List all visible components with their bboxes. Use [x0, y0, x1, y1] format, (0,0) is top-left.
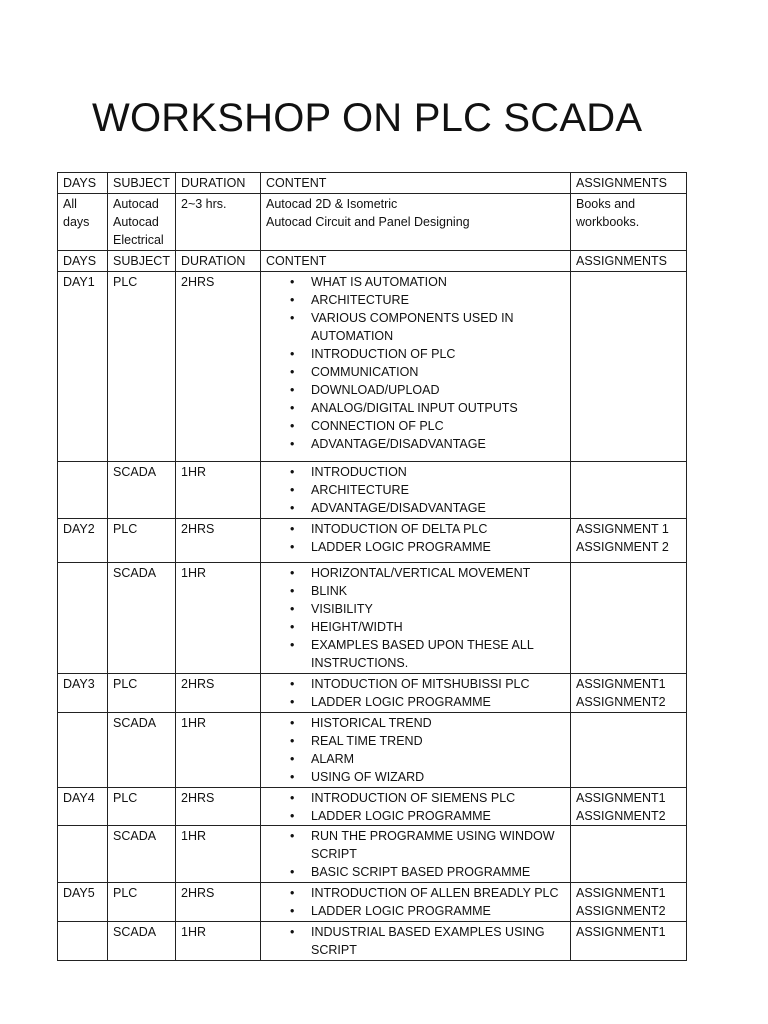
subject-cell: PLC [108, 883, 176, 922]
content-cell [261, 922, 571, 961]
assignment-line: ASSIGNMENT 1 [576, 522, 669, 536]
topic-item: • HEIGHT/WIDTH [266, 618, 565, 636]
all-days-row [58, 194, 687, 251]
topic-list [266, 923, 565, 959]
topic-item: • BLINK [266, 582, 565, 600]
header-days: DAYS [58, 251, 108, 272]
duration-cell: 1HR [176, 563, 261, 674]
page-title: WORKSHOP ON PLC SCADA [92, 96, 643, 140]
topic-item: • HORIZONTAL/VERTICAL MOVEMENT [266, 564, 565, 582]
schedule-row [58, 462, 687, 519]
day-cell: DAY1 [58, 272, 108, 462]
all-days-subject-line: Autocad [113, 197, 159, 211]
assignment-line: ASSIGNMENT1 [576, 925, 666, 939]
content-cell [261, 713, 571, 788]
subject-cell: PLC [108, 788, 176, 826]
assignments-cell [571, 922, 687, 961]
topic-item: • COMMUNICATION [266, 363, 565, 381]
assignments-cell [571, 826, 687, 883]
duration-cell: 2HRS [176, 674, 261, 713]
topic-item: • REAL TIME TREND [266, 732, 565, 750]
duration-cell: 1HR [176, 922, 261, 961]
topic-item: • HISTORICAL TREND [266, 714, 565, 732]
day-cell [58, 713, 108, 788]
topic-item: • INTODUCTION OF DELTA PLC [266, 520, 565, 538]
assignment-line: ASSIGNMENT1 [576, 886, 666, 900]
topic-item: • INTRODUCTION OF SIEMENS PLC [266, 789, 565, 807]
topic-item: • INTRODUCTION OF ALLEN BREADLY PLC [266, 884, 565, 902]
topic-item: • INDUSTRIAL BASED EXAMPLES USING SCRIPT [266, 923, 565, 959]
topic-item: • INTRODUCTION OF PLC [266, 345, 565, 363]
header-subject: SUBJECT [108, 173, 176, 194]
topic-item: • ALARM [266, 750, 565, 768]
duration-cell: 2HRS [176, 788, 261, 826]
all-days-label-line: All [63, 197, 77, 211]
all-days-content [261, 194, 571, 251]
content-cell [261, 788, 571, 826]
all-days-content-line: Autocad Circuit and Panel Designing [266, 215, 470, 229]
topic-item: • LADDER LOGIC PROGRAMME [266, 902, 565, 920]
subject-cell: PLC [108, 519, 176, 563]
schedule-row [58, 922, 687, 961]
topic-item: • ARCHITECTURE [266, 291, 565, 309]
assignments-cell [571, 713, 687, 788]
topic-item: • INTRODUCTION [266, 463, 565, 481]
subject-cell: SCADA [108, 563, 176, 674]
topic-item: • WHAT IS AUTOMATION [266, 273, 565, 291]
assignment-line: ASSIGNMENT2 [576, 695, 666, 709]
assignments-cell [571, 674, 687, 713]
content-cell [261, 674, 571, 713]
subject-cell: PLC [108, 272, 176, 462]
day-cell: DAY3 [58, 674, 108, 713]
day-cell: DAY2 [58, 519, 108, 563]
content-cell [261, 462, 571, 519]
topic-item: • LADDER LOGIC PROGRAMME [266, 807, 565, 825]
topic-list [266, 827, 565, 881]
duration-cell: 2HRS [176, 272, 261, 462]
subject-cell: SCADA [108, 826, 176, 883]
day-cell: DAY5 [58, 883, 108, 922]
schedule-row [58, 272, 687, 462]
day-cell [58, 563, 108, 674]
schedule-row [58, 883, 687, 922]
topic-list [266, 714, 565, 786]
schedule-row [58, 788, 687, 826]
assignment-line: ASSIGNMENT 2 [576, 540, 669, 554]
topic-item: • ADVANTAGE/DISADVANTAGE [266, 499, 565, 517]
header-days: DAYS [58, 173, 108, 194]
header-content: CONTENT [261, 173, 571, 194]
duration-cell: 2HRS [176, 883, 261, 922]
duration-cell: 1HR [176, 462, 261, 519]
topic-item: • INTODUCTION OF MITSHUBISSI PLC [266, 675, 565, 693]
schedule-table [57, 172, 687, 961]
header-subject: SUBJECT [108, 251, 176, 272]
header-row-repeat [58, 251, 687, 272]
topic-item: • VARIOUS COMPONENTS USED IN AUTOMATION [266, 309, 565, 345]
header-duration: DURATION [176, 251, 261, 272]
all-days-subject [108, 194, 176, 251]
topic-item: • EXAMPLES BASED UPON THESE ALL INSTRUCTIONS. [266, 636, 565, 672]
topic-item: • LADDER LOGIC PROGRAMME [266, 693, 565, 711]
all-days-subject-line: Autocad [113, 215, 159, 229]
header-assignments: ASSIGNMENTS [571, 251, 687, 272]
content-cell [261, 519, 571, 563]
content-cell [261, 826, 571, 883]
schedule-body [58, 173, 687, 961]
topic-list [266, 564, 565, 672]
subject-cell: SCADA [108, 462, 176, 519]
subject-cell: SCADA [108, 922, 176, 961]
all-days-assignment-line: Books and [576, 197, 636, 211]
assignments-cell [571, 272, 687, 462]
all-days-assignment-line: workbooks. [576, 215, 640, 229]
topic-item: • ADVANTAGE/DISADVANTAGE [266, 435, 565, 453]
topic-list [266, 273, 565, 453]
content-cell [261, 272, 571, 462]
header-assignments: ASSIGNMENTS [571, 173, 687, 194]
topic-list [266, 520, 565, 556]
assignment-line: ASSIGNMENT2 [576, 809, 666, 823]
assignments-cell [571, 462, 687, 519]
header-content: CONTENT [261, 251, 571, 272]
assignments-cell [571, 788, 687, 826]
content-cell [261, 883, 571, 922]
topic-item: • ANALOG/DIGITAL INPUT OUTPUTS [266, 399, 565, 417]
all-days-label [58, 194, 108, 251]
header-row [58, 173, 687, 194]
day-cell [58, 826, 108, 883]
schedule-row [58, 674, 687, 713]
topic-list [266, 789, 565, 825]
assignment-line: ASSIGNMENT2 [576, 904, 666, 918]
schedule-row [58, 713, 687, 788]
topic-item: • RUN THE PROGRAMME USING WINDOW SCRIPT [266, 827, 565, 863]
duration-cell: 2HRS [176, 519, 261, 563]
topic-item: • USING OF WIZARD [266, 768, 565, 786]
subject-cell: SCADA [108, 713, 176, 788]
day-cell [58, 922, 108, 961]
all-days-content-line: Autocad 2D & Isometric [266, 197, 398, 211]
topic-item: • CONNECTION OF PLC [266, 417, 565, 435]
subject-cell: PLC [108, 674, 176, 713]
assignments-cell [571, 519, 687, 563]
topic-item: • ARCHITECTURE [266, 481, 565, 499]
assignment-line: ASSIGNMENT1 [576, 791, 666, 805]
header-duration: DURATION [176, 173, 261, 194]
topic-item: • DOWNLOAD/UPLOAD [266, 381, 565, 399]
schedule-row [58, 563, 687, 674]
all-days-assignments [571, 194, 687, 251]
schedule-row [58, 519, 687, 563]
day-cell: DAY4 [58, 788, 108, 826]
topic-list [266, 463, 565, 517]
assignment-line: ASSIGNMENT1 [576, 677, 666, 691]
all-days-duration: 2~3 hrs. [176, 194, 261, 251]
all-days-label-line: days [63, 215, 90, 229]
duration-cell: 1HR [176, 826, 261, 883]
topic-list [266, 675, 565, 711]
content-cell [261, 563, 571, 674]
topic-list [266, 884, 565, 920]
duration-cell: 1HR [176, 713, 261, 788]
topic-item: • LADDER LOGIC PROGRAMME [266, 538, 565, 556]
assignments-cell [571, 883, 687, 922]
schedule-row [58, 826, 687, 883]
topic-item: • BASIC SCRIPT BASED PROGRAMME [266, 863, 565, 881]
topic-item: • VISIBILITY [266, 600, 565, 618]
assignments-cell [571, 563, 687, 674]
day-cell [58, 462, 108, 519]
all-days-subject-line: Electrical [113, 233, 164, 247]
